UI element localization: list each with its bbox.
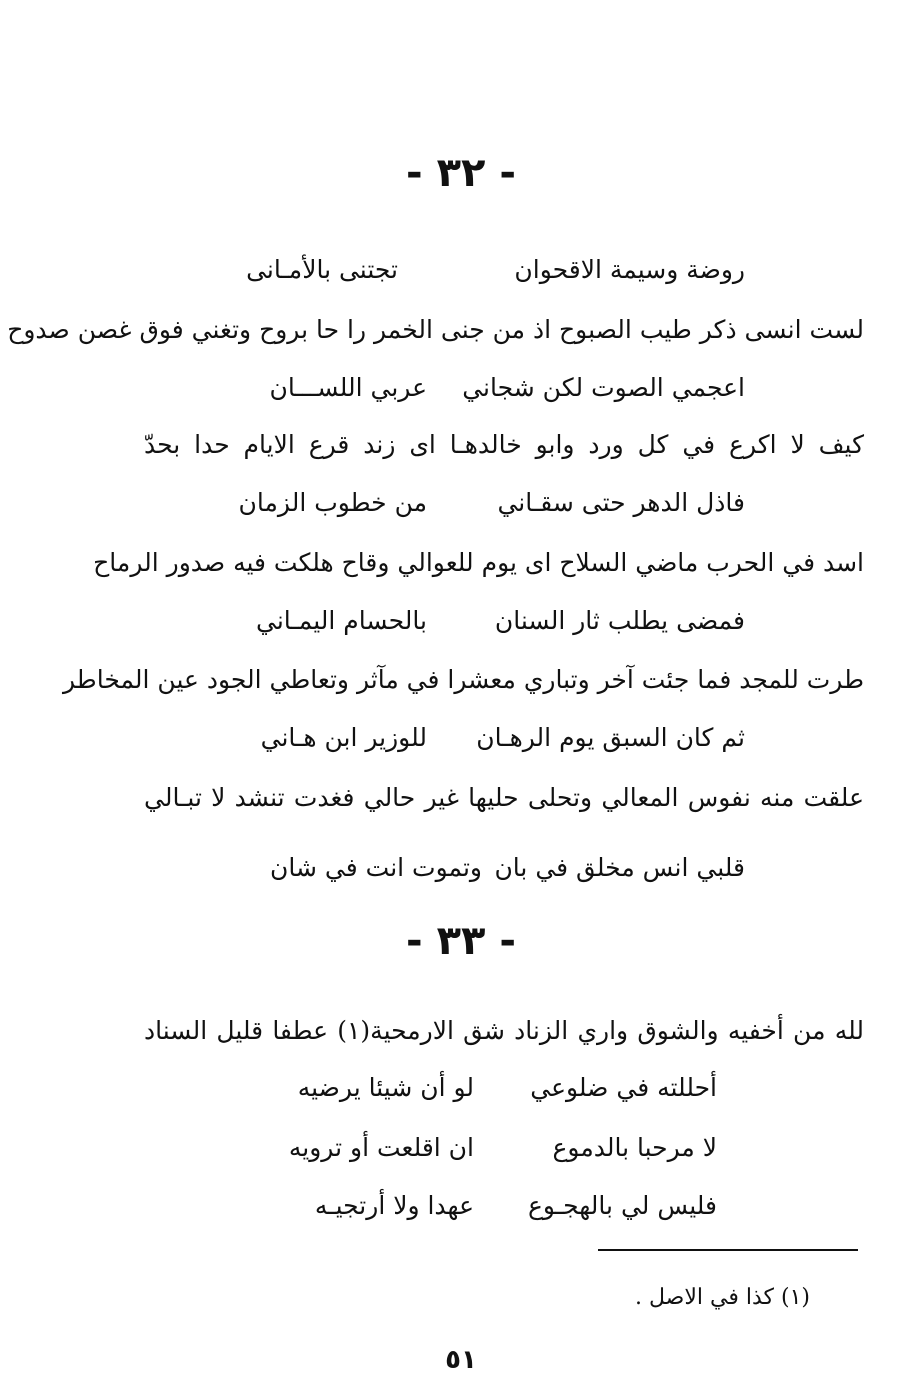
verse-line-8: طرت للمجد فما جئت آخر وتباري معشرا في مآثر وتعاطي الجود عين المخاطر [63, 665, 864, 694]
verse-33-line-2-right: أحللته في ضلوعي [530, 1073, 717, 1102]
verse-33-line-4-left: عهدا ولا أرتجيـه [314, 1191, 474, 1220]
verse-line-3-right: اعجمي الصوت لكن شجاني [462, 373, 745, 402]
page-number: ٥١ [445, 1345, 477, 1375]
verse-line-2: لست انسى ذكر طيب الصبوح اذ من جنى الخمر را حا بروح وتغني فوق غصن صدوح [7, 315, 864, 344]
verse-line-5-right: فاذل الدهر حتى سقـاني [497, 488, 745, 517]
verse-33-line-4-right: فليس لي بالهجـوع [527, 1191, 717, 1220]
verse-line-1-right: روضة وسيمة الاقحوان [514, 255, 745, 284]
verse-33-line-2-left: لو أن شيئا يرضيه [297, 1073, 474, 1102]
verse-line-9-right: ثم كان السبق يوم الرهـان [476, 723, 745, 752]
footnote: (١) كذا في الاصل . [635, 1285, 810, 1310]
verse-line-10: علقت منه نفوس المعالي وتحلى حليها غير حالي فغدت تنشد لا تبـالي [144, 783, 864, 812]
verse-line-7-left: بالحسام اليمـاني [256, 606, 427, 635]
section-number-32: - ٣٢ - [406, 150, 516, 196]
verse-line-4: كيف لا اكرع في كل ورد وابو خالدهـا اى زند قرع الايام حدا بحدّ [144, 430, 864, 459]
verse-line-11-right: قلبي انس مخلق في بان [494, 853, 745, 882]
verse-33-line-1: لله من أخفيه والشوق واري الزناد شق الارمحية(١) عطفا قليل السناد [144, 1016, 864, 1045]
verse-line-9-left: للوزير ابن هـاني [260, 723, 427, 752]
footnote-divider [598, 1249, 858, 1251]
verse-line-7-right: فمضى يطلب ثار السنان [494, 606, 745, 635]
verse-line-5-left: من خطوب الزمان [238, 488, 427, 517]
verse-line-11-left: وتموت انت في شان [270, 853, 482, 882]
verse-33-line-3-left: ان اقلعت أو ترويه [288, 1133, 474, 1162]
verse-line-1-left: تجتنى بالأمـانى [246, 255, 398, 284]
verse-line-3-left: عربي اللســـان [269, 373, 427, 402]
verse-33-line-3-right: لا مرحبا بالدموع [552, 1133, 717, 1162]
section-number-33: - ٣٣ - [406, 918, 516, 964]
verse-line-6: اسد في الحرب ماضي السلاح اى يوم للعوالي وقاح هلكت فيه صدور الرماح [93, 548, 864, 577]
